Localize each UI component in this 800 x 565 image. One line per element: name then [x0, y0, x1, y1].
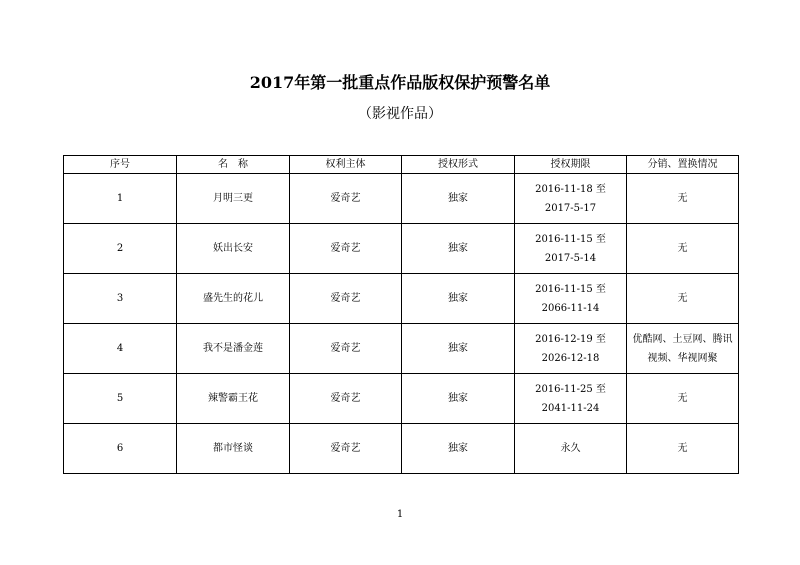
header-name: 名 称 [177, 156, 290, 174]
header-no: 序号 [64, 156, 177, 174]
row-distribution [627, 274, 739, 324]
row-no: 3 [64, 274, 177, 324]
period-line: 2017-5-17 [544, 202, 597, 214]
row-license-period [515, 324, 627, 374]
row-no: 6 [64, 424, 177, 474]
table-row [64, 374, 739, 424]
row-license-period [515, 174, 627, 224]
distribution-line: 无 [677, 243, 688, 254]
table-row [64, 424, 739, 474]
row-name: 妖出长安 [177, 224, 290, 274]
period-line: 2016-12-19 至 [535, 333, 606, 345]
page-number: 1 [396, 509, 404, 520]
page-title: 2017年第一批重点作品版权保护预警名单 [249, 73, 551, 92]
row-license-period [515, 424, 627, 474]
row-rights-holder: 爱奇艺 [290, 224, 402, 274]
row-name: 月明三更 [177, 174, 290, 224]
row-no: 2 [64, 224, 177, 274]
row-no: 4 [64, 324, 177, 374]
header-distribution: 分销、置换情况 [627, 156, 739, 174]
period-line: 2016-11-18 至 [535, 183, 606, 195]
row-no: 1 [64, 174, 177, 224]
row-license-type: 独家 [402, 424, 515, 474]
distribution-line: 优酷网、土豆网、腾讯 [632, 333, 733, 345]
period-line: 2017-5-14 [544, 252, 597, 264]
distribution-line: 无 [677, 393, 688, 404]
period-line: 永久 [560, 443, 581, 454]
row-license-period [515, 374, 627, 424]
distribution-line: 无 [677, 193, 688, 204]
header-license-type: 授权形式 [402, 156, 515, 174]
period-line: 2041-11-24 [541, 402, 600, 414]
row-name: 都市怪谈 [177, 424, 290, 474]
row-no: 5 [64, 374, 177, 424]
row-license-type: 独家 [402, 224, 515, 274]
row-license-type: 独家 [402, 374, 515, 424]
period-line: 2016-11-15 至 [535, 233, 606, 245]
row-license-period [515, 274, 627, 324]
distribution-line: 无 [677, 293, 688, 304]
row-license-type: 独家 [402, 324, 515, 374]
table-row [64, 224, 739, 274]
table-row [64, 174, 739, 224]
row-rights-holder: 爱奇艺 [290, 324, 402, 374]
period-line: 2026-12-18 [541, 352, 600, 364]
period-line: 2016-11-25 至 [535, 383, 606, 395]
row-rights-holder: 爱奇艺 [290, 174, 402, 224]
header-rights-holder: 权利主体 [290, 156, 402, 174]
row-rights-holder: 爱奇艺 [290, 274, 402, 324]
period-line: 2066-11-14 [541, 302, 600, 314]
row-name: 辣警霸王花 [177, 374, 290, 424]
row-rights-holder: 爱奇艺 [290, 374, 402, 424]
page-subtitle: （影视作品） [358, 106, 442, 122]
distribution-line: 视频、华视网聚 [647, 352, 718, 364]
table-row [64, 324, 739, 374]
row-license-type: 独家 [402, 174, 515, 224]
table-row [64, 274, 739, 324]
row-distribution [627, 174, 739, 224]
table-header-row [64, 156, 739, 174]
distribution-line: 无 [677, 443, 688, 454]
row-distribution [627, 224, 739, 274]
warning-list-table [63, 155, 739, 474]
period-line: 2016-11-15 至 [535, 283, 606, 295]
row-license-type: 独家 [402, 274, 515, 324]
row-distribution [627, 324, 739, 374]
row-name: 我不是潘金莲 [177, 324, 290, 374]
row-rights-holder: 爱奇艺 [290, 424, 402, 474]
row-name: 盛先生的花儿 [177, 274, 290, 324]
row-distribution [627, 424, 739, 474]
header-license-period: 授权期限 [515, 156, 627, 174]
row-distribution [627, 374, 739, 424]
row-license-period [515, 224, 627, 274]
